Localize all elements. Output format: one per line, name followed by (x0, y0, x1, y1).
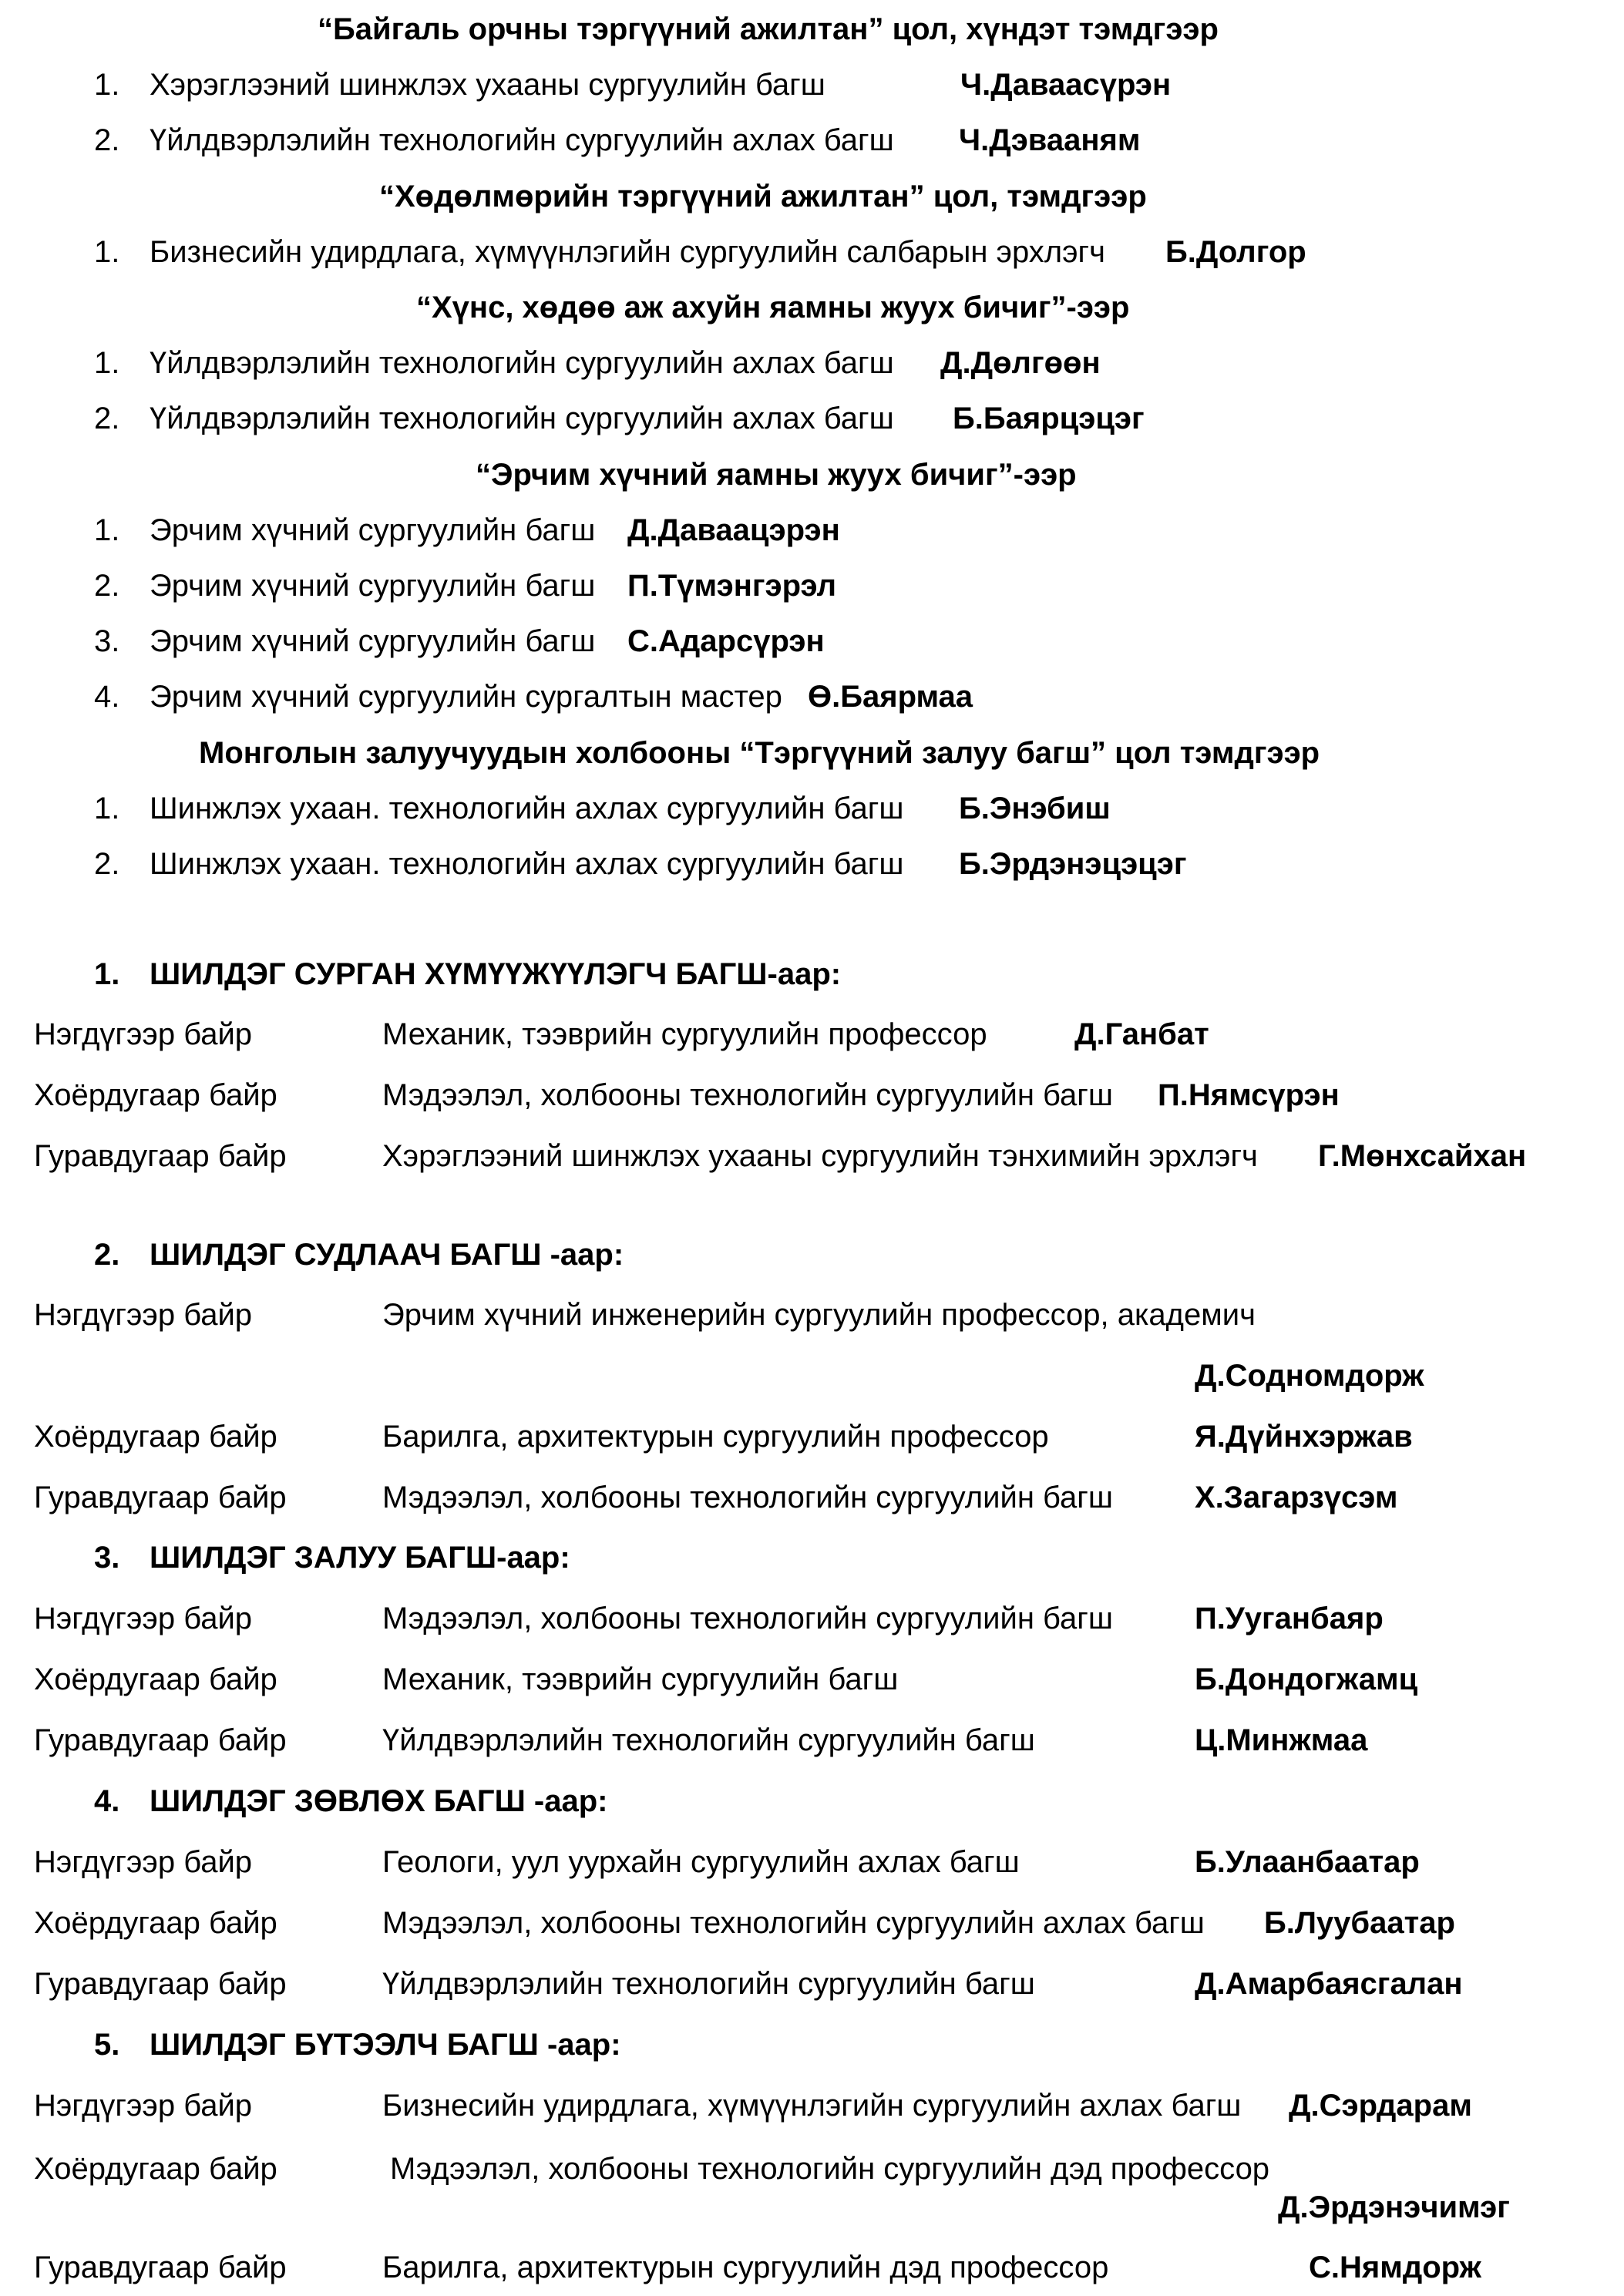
person-name: С.Нямдорж (1309, 2251, 1481, 2284)
list-item-text: Хэрэглээний шинжлэх ухааны сургуулийн багш (150, 68, 825, 102)
nominee-description: Эрчим хүчний инженерийн сургуулийн профессор, академич (382, 1298, 1256, 1332)
list-item-text: Шинжлэх ухаан. технологийн ахлах сургуулийн багш (150, 792, 904, 825)
list-number: 3. (94, 624, 120, 658)
person-name: Ч.Дэвааням (959, 123, 1141, 157)
person-name: Д.Эрдэнэчимэг (1278, 2190, 1510, 2224)
place-label: Гуравдугаар байр (34, 2251, 287, 2284)
nominee-description: Бизнесийн удирдлага, хүмүүнлэгийн сургуулийн ахлах багш (382, 2089, 1242, 2123)
person-name: Б.Улаанбаатар (1195, 1845, 1420, 1879)
award-heading: “Эрчим хүчний яамны жуух бичиг”-ээр (476, 458, 1077, 492)
person-name: Ө.Баярмаа (808, 680, 973, 714)
place-label: Нэгдүгээр байр (34, 1017, 253, 1051)
person-name: Я.Дүйнхэржав (1195, 1420, 1413, 1454)
nominee-description: Механик, тээврийн сургуулийн профессор (382, 1017, 987, 1051)
nominee-description: Барилга, архитектурын сургуулийн дэд профессор (382, 2251, 1109, 2284)
list-item-text: Эрчим хүчний сургуулийн багш (150, 624, 596, 658)
award-heading: “Байгаль орчны тэргүүний ажилтан” цол, хүндэт тэмдгээр (318, 12, 1219, 46)
person-name: Б.Эрдэнэцэцэг (959, 847, 1187, 881)
person-name: Д.Содномдорж (1195, 1359, 1424, 1393)
place-label: Нэгдүгээр байр (34, 1845, 253, 1879)
list-item-text: Эрчим хүчний сургуулийн багш (150, 513, 596, 547)
place-label: Нэгдүгээр байр (34, 2089, 253, 2123)
place-label: Хоёрдугаар байр (34, 2152, 277, 2186)
place-label: Хоёрдугаар байр (34, 1078, 277, 1112)
place-label: Гуравдугаар байр (34, 1139, 287, 1173)
list-number: 1. (94, 235, 120, 269)
award-heading: Монголын залуучуудын холбооны “Тэргүүний залуу багш” цол тэмдгээр (199, 736, 1320, 770)
place-label: Хоёрдугаар байр (34, 1662, 277, 1696)
list-number: 4. (94, 680, 120, 714)
person-name: Б.Баярцэцэг (953, 402, 1145, 435)
person-name: Б.Дондогжамц (1195, 1662, 1418, 1696)
list-number: 2. (94, 123, 120, 157)
list-number: 2. (94, 402, 120, 435)
list-item-text: Эрчим хүчний сургуулийн сургалтын мастер (150, 680, 782, 714)
list-number: 1. (94, 68, 120, 102)
section-title: ШИЛДЭГ СУРГАН ХҮМҮҮЖҮҮЛЭГЧ БАГШ-аар: (150, 957, 842, 991)
section-title: ШИЛДЭГ СУДЛААЧ БАГШ -аар: (150, 1238, 624, 1272)
place-label: Гуравдугаар байр (34, 1967, 287, 2001)
section-number: 4. (94, 1784, 120, 1818)
person-name: Б.Энэбиш (959, 792, 1111, 825)
person-name: Д.Ганбат (1074, 1017, 1209, 1051)
person-name: П.Түмэнгэрэл (627, 569, 837, 603)
nominee-description: Үйлдвэрлэлийн технологийн сургуулийн багш (382, 1967, 1035, 2001)
award-heading: “Хүнс, хөдөө аж ахуйн яамны жуух бичиг”-ээр (416, 291, 1130, 324)
list-number: 1. (94, 346, 120, 380)
nominee-description: Мэдээлэл, холбооны технологийн сургуулийн дэд профессор (390, 2152, 1270, 2186)
person-name: П.Нямсүрэн (1158, 1078, 1340, 1112)
list-number: 1. (94, 792, 120, 825)
section-title: ШИЛДЭГ БҮТЭЭЛЧ БАГШ -аар: (150, 2028, 621, 2062)
list-item-text: Үйлдвэрлэлийн технологийн сургуулийн ахлах багш (150, 346, 894, 380)
list-number: 2. (94, 847, 120, 881)
section-number: 2. (94, 1238, 120, 1272)
person-name: Д.Даваацэрэн (627, 513, 840, 547)
person-name: С.Адарсүрэн (627, 624, 825, 658)
person-name: Ч.Даваасүрэн (960, 68, 1172, 102)
award-heading: “Хөдөлмөрийн тэргүүний ажилтан” цол, тэмдгээр (379, 180, 1147, 213)
list-item-text: Шинжлэх ухаан. технологийн ахлах сургуулийн багш (150, 847, 904, 881)
place-label: Хоёрдугаар байр (34, 1420, 277, 1454)
section-title: ШИЛДЭГ ЗӨВЛӨХ БАГШ -аар: (150, 1784, 608, 1818)
person-name: Б.Долгор (1165, 235, 1306, 269)
place-label: Нэгдүгээр байр (34, 1602, 253, 1635)
list-item-text: Үйлдвэрлэлийн технологийн сургуулийн ахлах багш (150, 123, 894, 157)
place-label: Гуравдугаар байр (34, 1723, 287, 1757)
place-label: Нэгдүгээр байр (34, 1298, 253, 1332)
nominee-description: Мэдээлэл, холбооны технологийн сургуулийн багш (382, 1481, 1113, 1514)
nominee-description: Механик, тээврийн сургуулийн багш (382, 1662, 899, 1696)
person-name: Д.Амарбаясгалан (1195, 1967, 1463, 2001)
nominee-description: Үйлдвэрлэлийн технологийн сургуулийн багш (382, 1723, 1035, 1757)
section-number: 5. (94, 2028, 120, 2062)
list-item-text: Бизнесийн удирдлага, хүмүүнлэгийн сургуулийн салбарын эрхлэгч (150, 235, 1105, 269)
list-item-text: Эрчим хүчний сургуулийн багш (150, 569, 596, 603)
place-label: Хоёрдугаар байр (34, 1906, 277, 1940)
person-name: Д.Дөлгөөн (940, 346, 1101, 380)
nominee-description: Хэрэглээний шинжлэх ухааны сургуулийн тэнхимийн эрхлэгч (382, 1139, 1258, 1173)
nominee-description: Мэдээлэл, холбооны технологийн сургуулийн багш (382, 1078, 1113, 1112)
person-name: П.Ууганбаяр (1195, 1602, 1384, 1635)
section-title: ШИЛДЭГ ЗАЛУУ БАГШ-аар: (150, 1541, 570, 1575)
nominee-description: Мэдээлэл, холбооны технологийн сургуулийн багш (382, 1602, 1113, 1635)
place-label: Гуравдугаар байр (34, 1481, 287, 1514)
list-item-text: Үйлдвэрлэлийн технологийн сургуулийн ахлах багш (150, 402, 894, 435)
section-number: 1. (94, 957, 120, 991)
section-number: 3. (94, 1541, 120, 1575)
person-name: Б.Луубаатар (1264, 1906, 1455, 1940)
nominee-description: Барилга, архитектурын сургуулийн профессор (382, 1420, 1049, 1454)
person-name: Ц.Минжмаа (1195, 1723, 1368, 1757)
nominee-description: Мэдээлэл, холбооны технологийн сургуулийн ахлах багш (382, 1906, 1205, 1940)
person-name: Д.Сэрдарам (1289, 2089, 1472, 2123)
person-name: Х.Загарзүсэм (1195, 1481, 1398, 1514)
list-number: 1. (94, 513, 120, 547)
list-number: 2. (94, 569, 120, 603)
nominee-description: Геологи, уул уурхайн сургуулийн ахлах багш (382, 1845, 1020, 1879)
person-name: Г.Мөнхсайхан (1318, 1139, 1527, 1173)
